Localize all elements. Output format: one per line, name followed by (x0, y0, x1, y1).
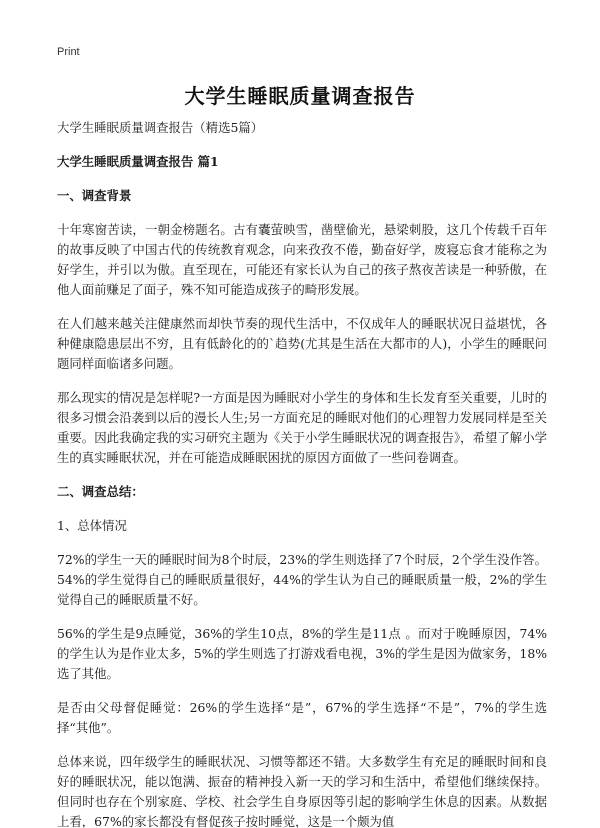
paragraph: 那么现实的情况是怎样呢?一方面是因为睡眠对小学生的身体和生长发育至关重要，儿时的很多习惯会沿袭到以后的漫长人生;另一方面充足的睡眠对他们的心理智力发展同样是至关重要。因此我确定我的实习研究主题为《关于小学生睡眠状况的调查报告》，希望了解小学生的真实睡眠状况，并在可能造成睡眠困扰的原因方面做了一些问卷调查。 (57, 390, 547, 465)
paragraph: 在人们越来越关注健康然而却快节奏的现代生活中，不仅成年人的睡眠状况日益堪忧，各种健康隐患层出不穷，且有低龄化的的`趋势(尤其是生活在大都市的人)，小学生的睡眠问题同样面临诸多问题。 (57, 316, 547, 371)
page-title: 大学生睡眠质量调查报告 (184, 84, 416, 108)
document-body (57, 118, 547, 828)
paragraph: 是否由父母督促睡觉：26%的学生选择“是”，67%的学生选择“不是”，7%的学生选择“其他”。 (57, 700, 547, 735)
article-heading: 大学生睡眠质量调查报告 篇1 (57, 154, 219, 169)
document-subtitle: 大学生睡眠质量调查报告（精选5篇） (57, 120, 264, 135)
sub-heading-overall: 1、总体情况 (57, 518, 127, 533)
section-heading-summary: 二、调查总结： (57, 484, 144, 499)
paragraph: 十年寒窗苦读，一朝金榜题名。古有囊萤映雪，凿壁偷光，悬梁刺股，这几个传载千百年的故事反映了中国古代的传统教育观念，向来孜孜不倦，勤奋好学，废寝忘食才能称之为好学生，并引以为傲。直至现在，可能还有家长认为自己的孩子熬夜苦读是一种骄傲，在他人面前赚足了面子，殊不知可能造成孩子的畸形发展。 (57, 222, 547, 297)
print-label: Print (57, 46, 80, 58)
section-heading-background: 一、调查背景 (57, 188, 132, 203)
paragraph: 总体来说，四年级学生的睡眠状况、习惯等都还不错。大多数学生有充足的睡眠时间和良好的睡眠状况，能以饱满、振奋的精神投入新一天的学习和生活中，希望他们继续保持。但同时也存在个别家庭、学校、社会学生自身原因等引起的影响学生休息的因素。从数据上看，67%的家长都没有督促孩子按时睡觉，这是一个颇为值 (57, 754, 547, 828)
paragraph: 56%的学生是9点睡觉，36%的学生10点，8%的学生是11点 。而对于晚睡原因，74%的学生认为是作业太多，5%的学生则选了打游戏看电视，3%的学生是因为做家务，18%选了其他。 (57, 626, 547, 681)
paragraph: 72%的学生一天的睡眠时间为8个时辰，23%的学生则选择了7个时辰，2个学生没作答。 54%的学生觉得自己的睡眠质量很好，44%的学生认为自己的睡眠质量一般，2%的学生觉得自己的睡眠质量不好。 (57, 552, 547, 607)
